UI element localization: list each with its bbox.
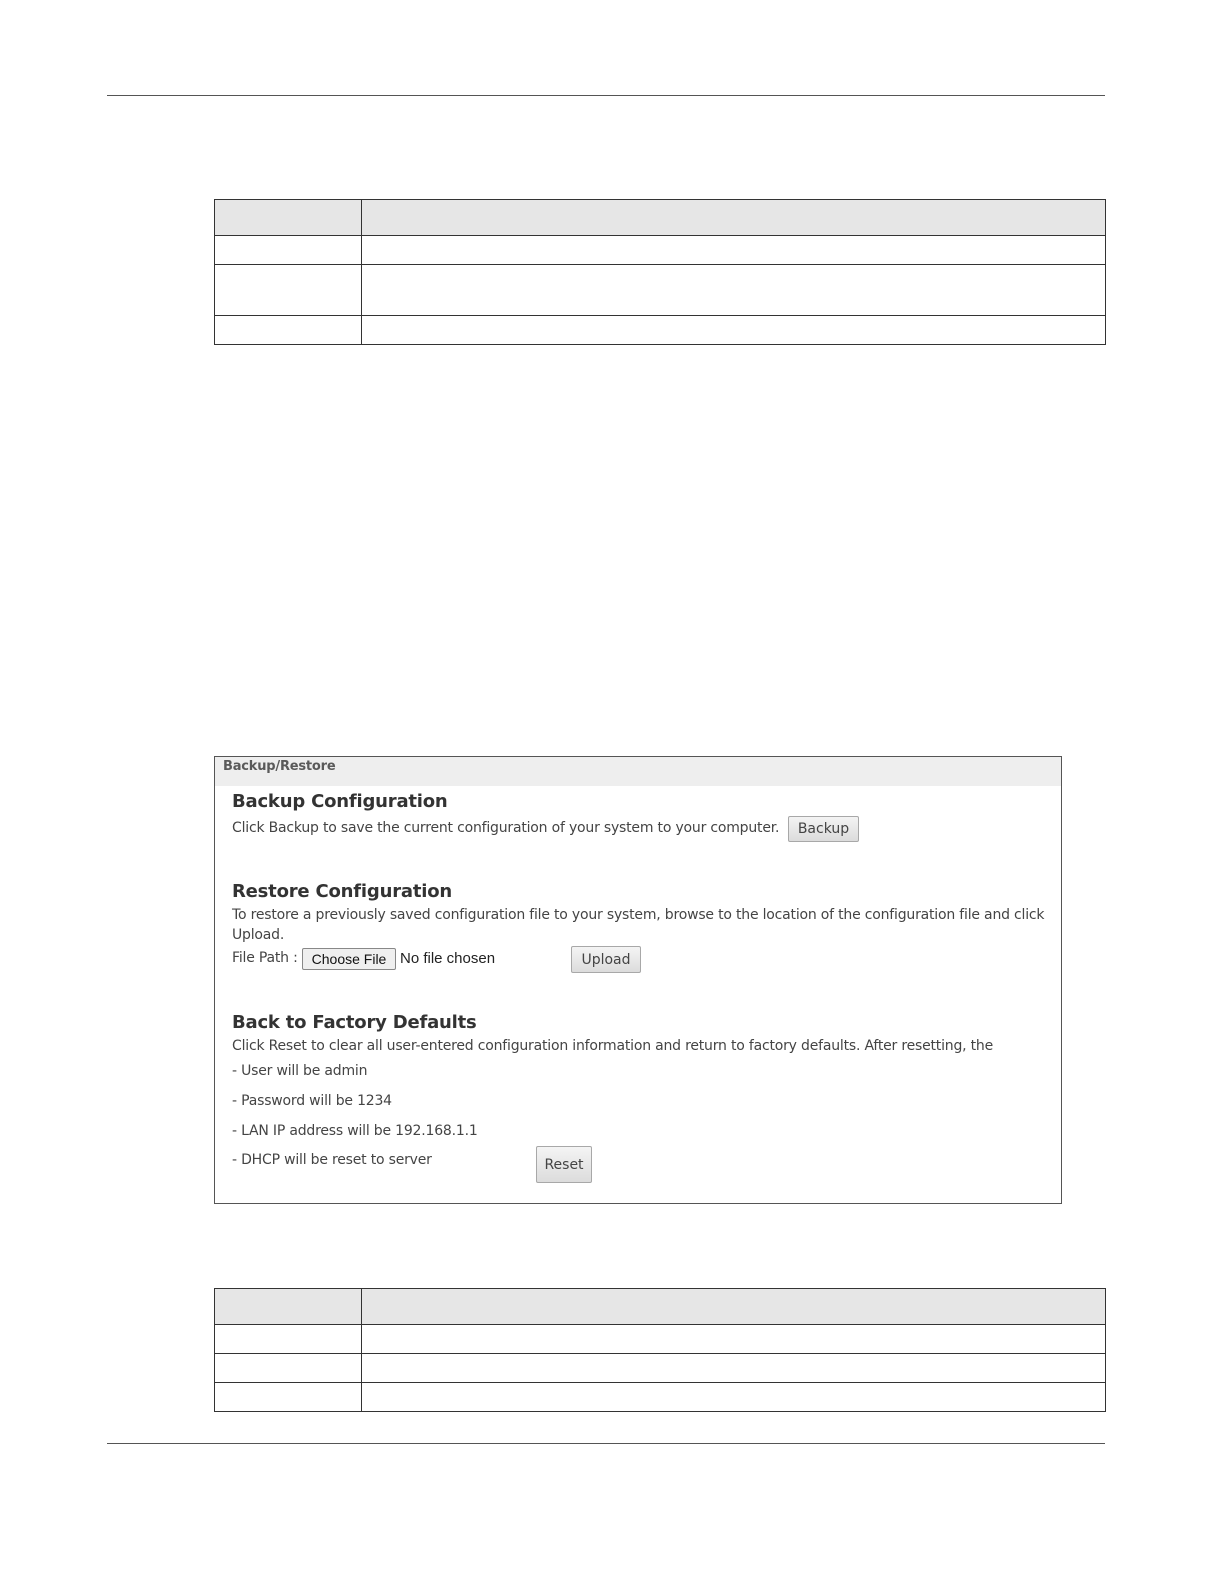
upload-button[interactable]: Upload xyxy=(571,946,641,973)
factory-section-title: Back to Factory Defaults xyxy=(232,1012,477,1033)
table-row xyxy=(215,1354,1106,1383)
backup-button[interactable]: Backup xyxy=(788,816,859,842)
list-item: - DHCP will be reset to server xyxy=(232,1152,432,1168)
file-status-text: No file chosen xyxy=(400,950,496,967)
reset-button[interactable]: Reset xyxy=(536,1146,592,1183)
panel-header: Backup/Restore xyxy=(215,757,1061,786)
restore-description-line2: Upload. xyxy=(232,927,285,943)
table-row xyxy=(215,265,1106,316)
choose-file-button[interactable]: Choose File xyxy=(302,948,396,970)
list-item: - LAN IP address will be 192.168.1.1 xyxy=(232,1123,478,1139)
factory-description: Click Reset to clear all user-entered configuration information and return to factory defaults. After resetting, the xyxy=(232,1038,994,1054)
backup-description: Click Backup to save the current configuration of your system to your computer. xyxy=(232,820,780,836)
restore-section-title: Restore Configuration xyxy=(232,881,452,902)
restore-description-line1: To restore a previously saved configuration file to your system, browse to the location of the configuration file and click xyxy=(232,907,1045,923)
backup-restore-panel xyxy=(214,756,1062,1204)
top-table xyxy=(214,199,1106,345)
table-row xyxy=(215,1383,1106,1412)
bottom-table xyxy=(214,1288,1106,1412)
table-row xyxy=(215,316,1106,345)
table-header-row xyxy=(215,1289,1106,1325)
file-path-label: File Path : xyxy=(232,950,298,966)
footer-rule xyxy=(107,1443,1105,1444)
list-item: - Password will be 1234 xyxy=(232,1093,392,1109)
table-row xyxy=(215,1325,1106,1354)
list-item: - User will be admin xyxy=(232,1063,368,1079)
header-rule xyxy=(107,95,1105,96)
table-row xyxy=(215,236,1106,265)
table-header-row xyxy=(215,200,1106,236)
backup-section-title: Backup Configuration xyxy=(232,791,448,812)
